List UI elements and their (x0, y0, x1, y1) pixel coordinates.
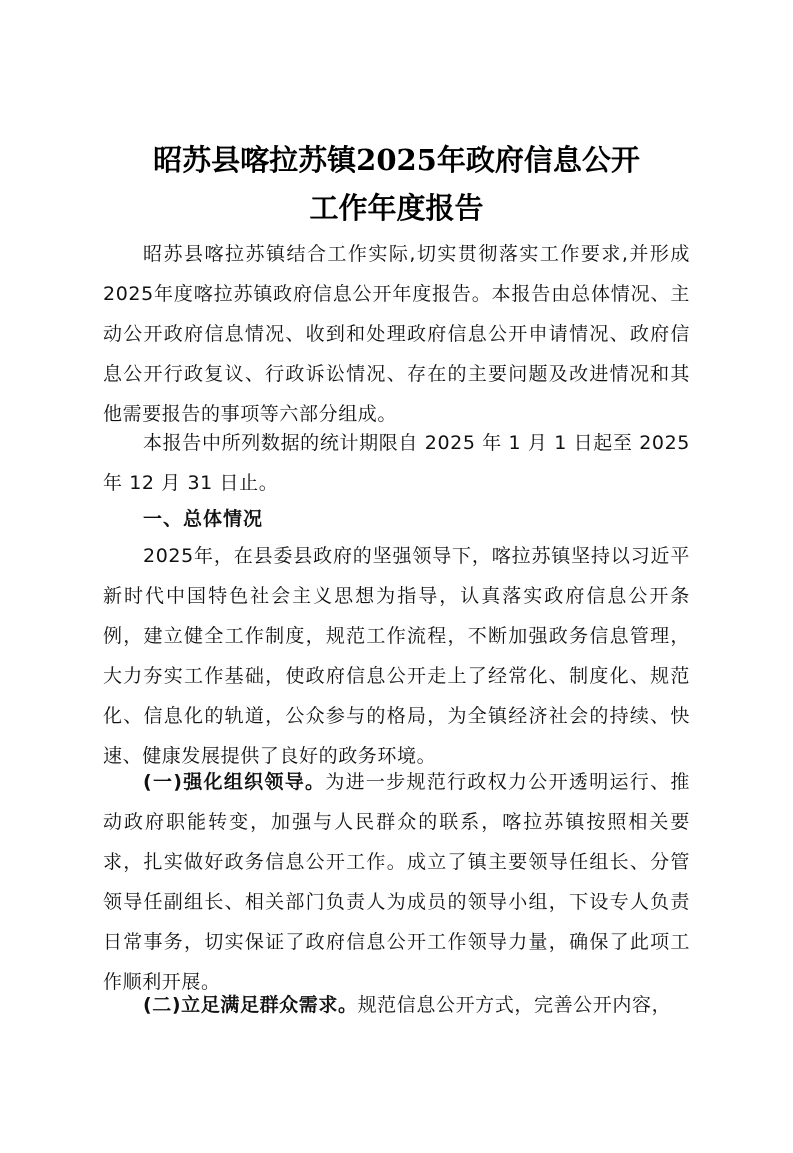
subsection-public-needs-text: 规范信息公开方式，完善公开内容， (357, 994, 672, 1016)
report-title-line1: 昭苏县喀拉苏镇2025年政府信息公开 (153, 143, 640, 177)
subsection-organization-paragraph (103, 762, 690, 1002)
subsection-public-needs-paragraph (103, 985, 690, 1025)
intro-paragraph: 昭苏县喀拉苏镇结合工作实际,切实贯彻落实工作要求,并形成 2025年度喀拉苏镇政府信息公开年度报告。本报告由总体情况、主动公开政府信息情况、收到和处理政府信息公开申请情况、政府信息公开行政复议、行政诉讼情况、存在的主要问题及改进情况和其他需要报告的事项等六部分组成。 (103, 243, 690, 425)
section-heading-overview: 一、总体情况 (143, 508, 264, 530)
report-title-line2: 工作年度报告 (309, 191, 484, 225)
subsection-organization-label: (一)强化组织领导。 (143, 771, 326, 793)
subsection-public-needs-label: (二)立足满足群众需求。 (143, 994, 358, 1016)
statistics-period-paragraph: 本报告中所列数据的统计期限自 2025 年 1 月 1 日起至 2025 年 12 月 31 日止。 (103, 432, 690, 494)
subsection-organization-text: 为进一步规范行政权力公开透明运行、推动政府职能转变，加强与人民群众的联系，喀拉苏镇按照相关要求，扎实做好政务信息公开工作。成立了镇主要领导任组长、分管领导任副组长、相关部门负责人为成员的领导小组，下设专人负责日常事务，切实保证了政府信息公开工作领导力量，确保了此项工作顺利开展。 (103, 771, 690, 993)
overview-paragraph: 2025年，在县委县政府的坚强领导下，喀拉苏镇坚持以习近平新时代中国特色社会主义思想为指导，认真落实政府信息公开条例，建立健全工作制度，规范工作流程，不断加强政务信息管理，大力夯实工作基础，使政府信息公开走上了经常化、制度化、规范化、信息化的轨道，公众参与的格局，为全镇经济社会的持续、快速、健康发展提供了良好的政务环境。 (103, 545, 690, 767)
